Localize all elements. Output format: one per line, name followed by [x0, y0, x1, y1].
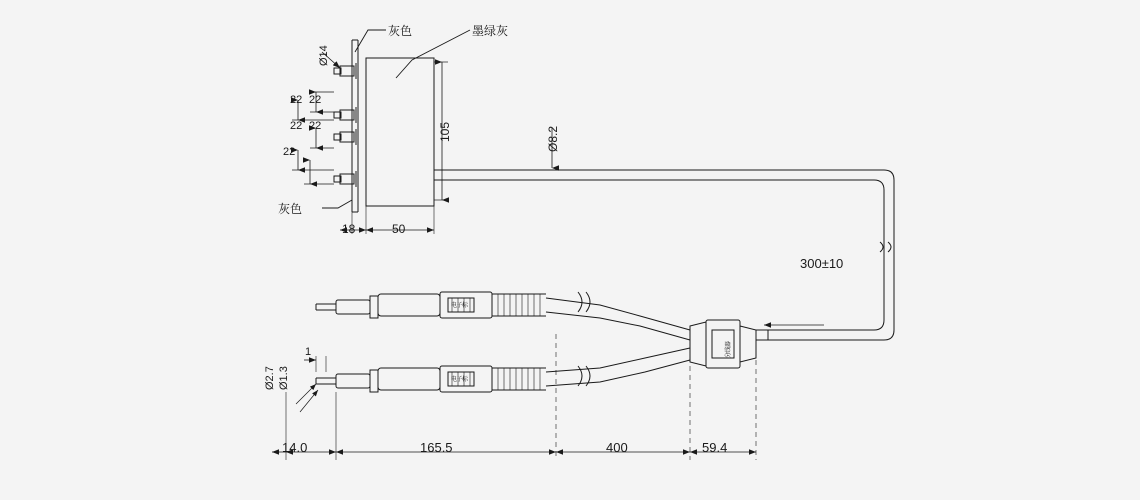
probe-upper: [316, 292, 690, 340]
dim-dia14: Ø14: [318, 45, 330, 66]
label-dark-green-grey: 墨绿灰: [472, 24, 509, 38]
dim-len-18: 18: [342, 222, 356, 236]
break-marks-right: [880, 242, 891, 252]
dim-len-50: 50: [392, 222, 406, 236]
cable-outer-bottom: [434, 180, 884, 330]
dimension-lines-lower: [272, 334, 756, 460]
dim-pitch-1: 22: [309, 94, 322, 106]
lower-assembly: [316, 292, 768, 392]
dim-len-300: 300±10: [800, 256, 844, 271]
dim-dia27: Ø2.7: [264, 366, 276, 390]
leader-grey-bottom: [322, 200, 352, 208]
cable-outer-top: [434, 170, 894, 340]
label-grey-top: 灰色: [388, 24, 413, 38]
mark-connector-lower: 电子标: [451, 377, 468, 383]
dim-pitch-2: 22: [290, 94, 303, 106]
dim-dia82: Ø8.2: [546, 125, 560, 152]
dim-len-400: 400: [606, 440, 628, 455]
dim-tip-1: 1: [305, 346, 312, 358]
dimension-lines-upper: [292, 52, 878, 325]
label-grey-bottom: 灰色: [278, 202, 303, 216]
leader-grey-top: [355, 30, 386, 52]
dim-height-105: 105: [438, 121, 452, 142]
dim-len-1655: 165.5: [420, 440, 453, 455]
probe-lower: [316, 348, 690, 392]
dim-pitch-3: 22: [309, 120, 322, 132]
dim-pitch-5: 22: [283, 146, 296, 158]
connector-stubs: [334, 63, 356, 187]
mark-connector-upper: 电子标: [451, 303, 468, 309]
dim-pitch-4: 22: [290, 120, 303, 132]
dim-len-594: 59.4: [702, 440, 728, 455]
housing-body: [366, 58, 434, 206]
dim-len-14: 14.0: [282, 440, 308, 455]
dim-dia13: Ø1.3: [278, 366, 290, 390]
mark-splitter: 分线器: [726, 341, 732, 358]
